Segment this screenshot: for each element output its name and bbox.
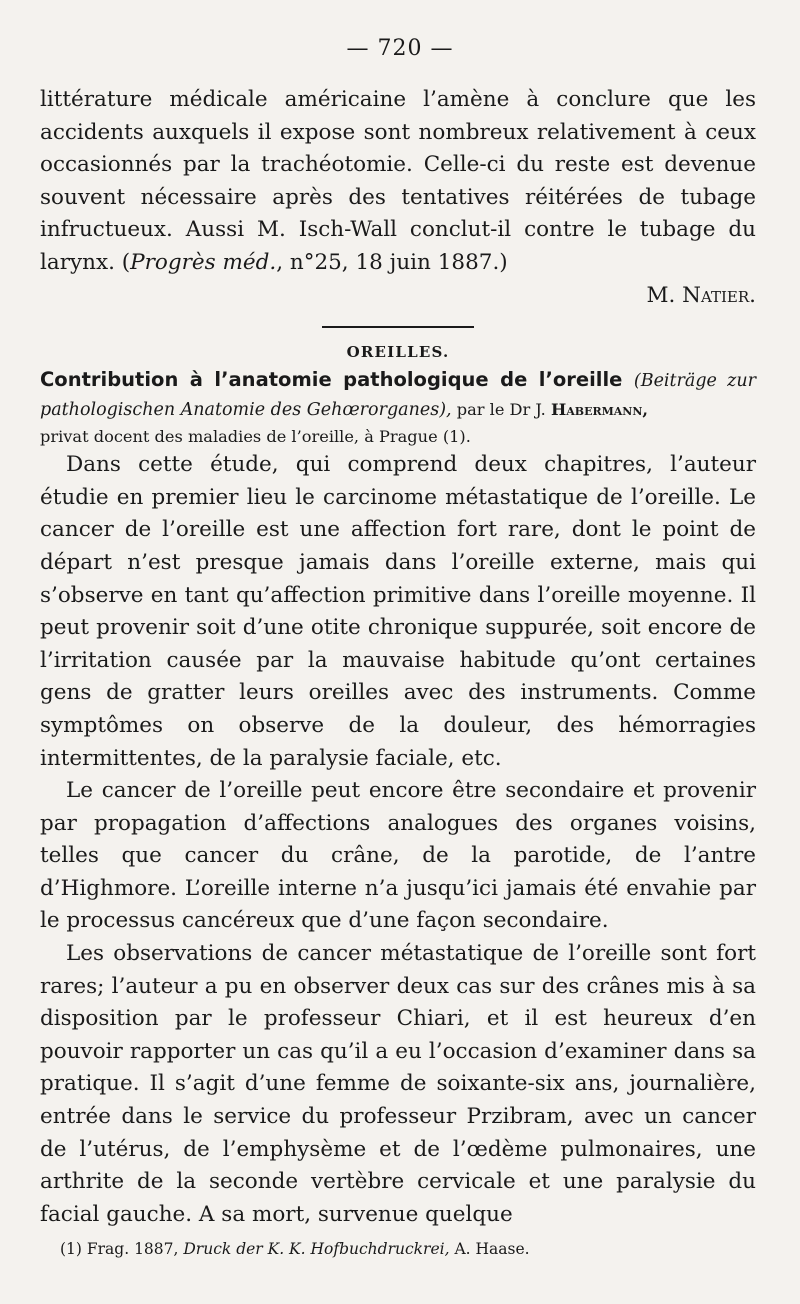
intro-signature	[40, 280, 756, 313]
article-byline-prefix: par le Dr J.	[451, 400, 551, 420]
intro-text: littérature médicale américaine l’amène à conclure que les accidents auxquels il expose sont nombreux relativement à ceux occasionnés par la trachéotomie. Celle-ci du reste est devenue souvent nécessaire après des tentatives réitérées de tubage infructueux. Aussi M. Isch-Wall conclut-il contre le tubage du larynx. (	[40, 87, 756, 275]
article-paragraph-2: Le cancer de l’oreille peut encore être secondaire et provenir par propagation d’affections analogues des organes voisins, telles que cancer du crâne, de la parotide, de l’antre d’Highmore. L’oreille interne n’a jusqu’ici jamais été envahie par le processus cancéreux que d’une façon secondaire.	[40, 778, 756, 934]
article-title	[40, 366, 756, 424]
section-heading: OREILLES.	[346, 343, 450, 362]
footnote-publisher: Druck der K. K. Hofbuchdruckrei,	[183, 1240, 450, 1258]
intro-citation-date: , n°25, 18 juin 1887.)	[276, 249, 508, 275]
signature-prefix: M.	[646, 282, 683, 308]
footnote	[60, 1238, 760, 1260]
article-affiliation: privat docent des maladies de l’oreille, à Prague (1).	[40, 427, 471, 447]
section-divider	[322, 326, 474, 328]
article-paragraph-1: Dans cette étude, qui comprend deux chapitres, l’auteur étudie en premier lieu le carcinome métastatique de l’oreille. Le cancer de l’oreille est une affection fort rare, dont le point de départ n’est presque jamais dans l’oreille externe, mais qui s’observe en tant qu’affection primitive dans l’oreille moyenne. Il peut provenir soit d’une otite chronique suppurée, soit encore de l’irritation causée par la mauvaise habitude qu’ont certaines gens de gratter leurs oreilles avec des instruments. Comme symptômes on observe de la douleur, des hémorragies intermittentes, de la paralysie faciale, etc.	[40, 452, 756, 771]
article-title-german: (Beiträge zur pathologischen Anatomie des Gehœrorganes),	[40, 371, 757, 421]
article-author: Habermann,	[550, 400, 649, 420]
footnote-rest: A. Haase.	[449, 1240, 530, 1258]
page-number: — 720 —	[346, 36, 454, 61]
signature-name: Natier.	[682, 282, 756, 308]
footnote-marker: (1) Frag. 1887,	[60, 1240, 184, 1258]
page-body	[40, 84, 756, 1231]
intro-paragraph	[40, 84, 756, 280]
article-title-main: Contribution à l’anatomie pathologique de l’oreille	[40, 368, 623, 392]
article-paragraph-3: Les observations de cancer métastatique de l’oreille sont fort rares; l’auteur a pu en observer deux cas sur des crânes mis à sa disposition par le professeur Chiari, et il est heureux d’en pouvoir rapporter un cas qu’il a eu l’occasion d’examiner dans sa pratique. Il s’agit d’une femme de soixante-six ans, journalière, entrée dans le service du professeur Przibram, avec un cancer de l’utérus, de l’emphysème et de l’œdème pulmonaires, une arthrite de la seconde vertèbre cervicale et une paralysie du facial gauche. A sa mort, survenue quelque	[40, 941, 756, 1227]
intro-citation-journal: Progrès méd.	[130, 249, 277, 275]
